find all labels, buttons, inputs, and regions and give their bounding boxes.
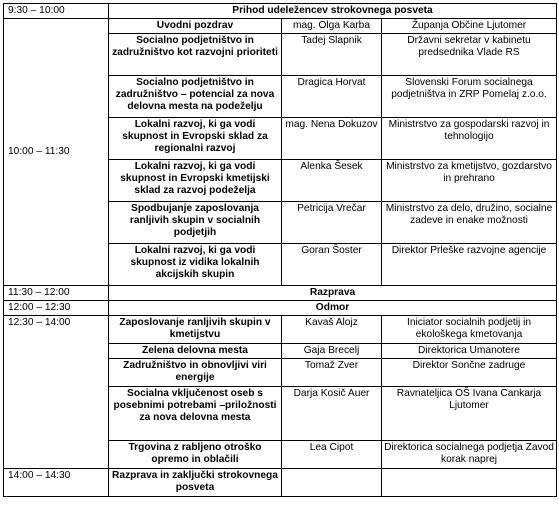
organization-cell: Državni sekretar v kabinetu predsednika Vlade RS [382, 34, 557, 76]
speaker-cell: Kavaš Alojz [282, 316, 382, 344]
time-cell: 12:00 – 12:30 [4, 301, 109, 316]
speaker-cell: Tomaž Zver [282, 359, 382, 387]
agenda-row-break [4, 301, 557, 316]
speaker-cell: Alenka Šesek [282, 160, 382, 202]
speaker-cell: Tadej Slapnik [282, 34, 382, 76]
time-cell: 11:30 – 12:00 [4, 286, 109, 301]
topic-cell: Socialno podjetništvo in zadružništvo – potencial za nova delovna mesta na podeželju [109, 76, 282, 118]
topic-cell: Razprava in zaključki strokovnega posveta [109, 469, 282, 497]
organization-cell: Iniciator socialnih podjetij in ekološkega kmetovanja [382, 316, 557, 344]
topic-cell: Trgovina z rabljeno otroško opremo in oblačili [109, 441, 282, 469]
time-cell: 14:00 – 14:30 [4, 469, 109, 497]
organization-cell [382, 469, 557, 497]
arrival-title: Prihod udeležencev strokovnega posveta [109, 4, 557, 19]
speaker-cell: mag. Nena Dokuzov [282, 118, 382, 160]
topic-cell: Lokalni razvoj, ki ga vodi skupnost in Evropski sklad za regionalni razvoj [109, 118, 282, 160]
organization-cell: Ministrstvo za delo, družino, socialne zadeve in enake možnosti [382, 202, 557, 244]
topic-cell: Zaposlovanje ranljivih skupin v kmetijstvu [109, 316, 282, 344]
agenda-row-intro [4, 19, 557, 34]
organization-cell: Direktorica socialnega podjetja Zavod korak naprej [382, 441, 557, 469]
discussion-label: Razprava [109, 286, 557, 301]
organization-cell: Direktor Prleške razvojne agencije [382, 244, 557, 286]
agenda-row-closing [4, 469, 557, 497]
topic-cell: Lokalni razvoj, ki ga vodi skupnost in Evropski kmetijski sklad za razvoj podeželja [109, 160, 282, 202]
topic-cell: Socialno podjetništvo in zadružništvo kot razvojni prioriteti [109, 34, 282, 76]
topic-cell: Socialna vključenost oseb s posebnimi potrebami –priložnosti za nova delovna mesta [109, 387, 282, 441]
topic-cell: Spodbujanje zaposlovanja ranljivih skupin v socialnih podjetjih [109, 202, 282, 244]
organization-cell: Ministrstvo za gospodarski razvoj in tehnologijo [382, 118, 557, 160]
speaker-cell: Lea Cipot [282, 441, 382, 469]
speaker-cell: Dragica Horvat [282, 76, 382, 118]
time-cell: 9:30 – 10:00 [4, 4, 109, 19]
organization-cell: Županja Občine Ljutomer [382, 19, 557, 34]
speaker-cell: mag. Olga Karba [282, 19, 382, 34]
organization-cell: Direktorica Umanotere [382, 344, 557, 359]
topic-cell: Zelena delovna mesta [109, 344, 282, 359]
organization-cell: Direktor Sončne zadruge [382, 359, 557, 387]
topic-cell: Lokalni razvoj, ki ga vodi skupnost iz vidika lokalnih akcijskih skupin [109, 244, 282, 286]
organization-cell: Slovenski Forum socialnega podjetništva in ZRP Pomelaj z.o.o. [382, 76, 557, 118]
agenda-row-discussion [4, 286, 557, 301]
agenda-row-arrival [4, 4, 557, 19]
time-cell: 10:00 – 11:30 [4, 19, 109, 286]
organization-cell: Ravnateljica OŠ Ivana Cankarja Ljutomer [382, 387, 557, 441]
agenda-table [3, 3, 557, 497]
time-cell: 12:30 – 14:00 [4, 316, 109, 469]
agenda-row [4, 316, 557, 344]
topic-cell: Uvodni pozdrav [109, 19, 282, 34]
break-label: Odmor [109, 301, 557, 316]
speaker-cell: Petricija Vrečar [282, 202, 382, 244]
organization-cell: Ministrstvo za kmetijstvo, gozdarstvo in prehrano [382, 160, 557, 202]
speaker-cell [282, 469, 382, 497]
speaker-cell: Gaja Brecelj [282, 344, 382, 359]
speaker-cell: Darja Kosič Auer [282, 387, 382, 441]
speaker-cell: Goran Šoster [282, 244, 382, 286]
topic-cell: Zadružništvo in obnovljivi viri energije [109, 359, 282, 387]
